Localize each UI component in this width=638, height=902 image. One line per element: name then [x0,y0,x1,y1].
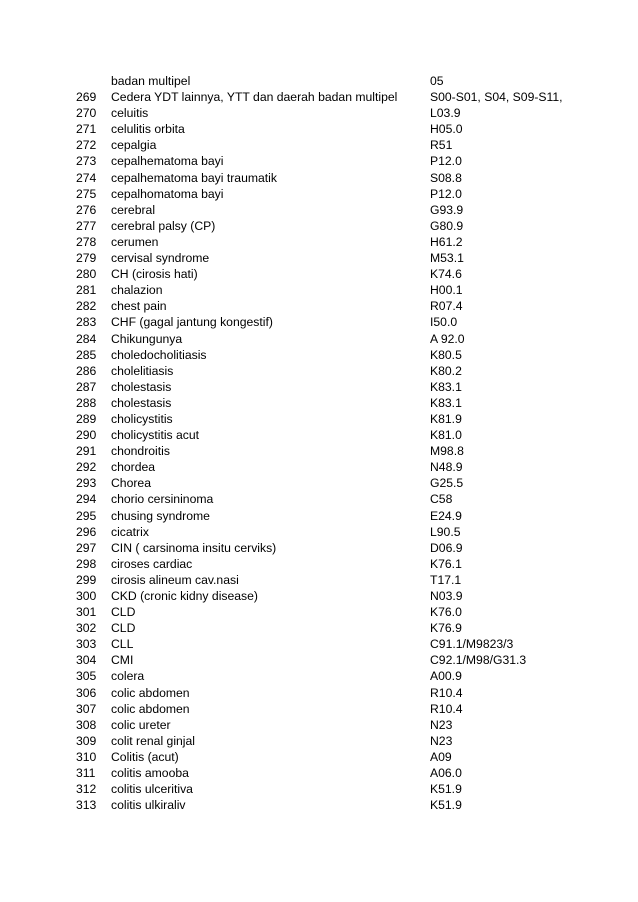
diagnosis-term: CLD [111,621,136,636]
table-row [0,443,638,459]
table-row [0,153,638,169]
diagnosis-term: Chikungunya [111,331,183,346]
icd-code: T17.1 [430,572,462,587]
table-row [0,331,638,347]
row-number: 272 [76,138,97,153]
diagnosis-term: CMI [111,653,134,668]
icd-code: K83.1 [430,395,462,410]
icd-code: S00-S01, S04, S09-S11, [430,90,563,105]
table-row [0,540,638,556]
diagnosis-term: chordea [111,460,156,475]
diagnosis-term: celuitis [111,106,149,121]
icd-code-list [0,73,638,813]
table-row [0,556,638,572]
diagnosis-term: cerumen [111,234,159,249]
row-number: 269 [76,90,97,105]
table-row [0,572,638,588]
icd-code: D06.9 [430,540,463,555]
diagnosis-term: cholestasis [111,379,172,394]
table-row [0,781,638,797]
row-number: 276 [76,202,97,217]
diagnosis-term: colic abdomen [111,701,190,716]
diagnosis-term: cirosis alineum cav.nasi [111,572,239,587]
icd-code: N23 [430,717,453,732]
row-number: 285 [76,347,97,362]
icd-code: P12.0 [430,154,462,169]
row-number: 286 [76,363,97,378]
icd-code: A00.9 [430,669,462,684]
icd-code: A09 [430,749,452,764]
diagnosis-term: chusing syndrome [111,508,210,523]
icd-code: K51.9 [430,798,462,813]
icd-code: N48.9 [430,460,463,475]
row-number: 274 [76,170,97,185]
icd-code: G93.9 [430,202,464,217]
row-number: 273 [76,154,97,169]
row-number: 301 [76,605,97,620]
row-number: 302 [76,621,97,636]
diagnosis-term: CLD [111,605,136,620]
icd-code: K80.5 [430,347,462,362]
diagnosis-term: cerebral palsy (CP) [111,218,216,233]
diagnosis-term: cerebral [111,202,156,217]
row-number: 283 [76,315,97,330]
diagnosis-term: cervisal syndrome [111,251,210,266]
diagnosis-term: cicatrix [111,524,149,539]
table-row [0,218,638,234]
diagnosis-term: colera [111,669,145,684]
table-row [0,636,638,652]
row-number: 307 [76,701,97,716]
table-row [0,298,638,314]
row-number: 293 [76,476,97,491]
icd-code: K76.0 [430,605,462,620]
table-row [0,797,638,813]
diagnosis-term: colic ureter [111,717,171,732]
table-row [0,186,638,202]
icd-code: R10.4 [430,701,463,716]
diagnosis-term: colitis amooba [111,766,189,781]
icd-code: N23 [430,733,453,748]
row-number: 289 [76,411,97,426]
table-row [0,137,638,153]
row-number: 298 [76,556,97,571]
diagnosis-term: Colitis (acut) [111,749,179,764]
diagnosis-term: choledocholitiasis [111,347,207,362]
row-number: 281 [76,283,97,298]
diagnosis-term: colitis ulkiraliv [111,798,186,813]
row-number: 309 [76,733,97,748]
table-row [0,459,638,475]
diagnosis-term: cholicystitis acut [111,428,200,443]
diagnosis-term: chorio cersininoma [111,492,214,507]
diagnosis-term: celulitis orbita [111,122,185,137]
row-number: 270 [76,106,97,121]
table-row [0,266,638,282]
icd-code: K80.2 [430,363,462,378]
table-row [0,604,638,620]
icd-code: I50.0 [430,315,458,330]
row-number: 311 [76,766,96,781]
diagnosis-term: cepalhematoma bayi [111,154,224,169]
icd-code: C91.1/M9823/3 [430,637,514,652]
row-number: 305 [76,669,97,684]
icd-code: K83.1 [430,379,462,394]
diagnosis-term: chalazion [111,283,163,298]
row-number: 313 [76,798,97,813]
row-number: 291 [76,444,97,459]
table-row [0,121,638,137]
row-number: 306 [76,685,97,700]
table-row [0,685,638,701]
table-row [0,652,638,668]
icd-code: M98.8 [430,444,464,459]
row-number: 277 [76,218,97,233]
table-row [0,749,638,765]
icd-code: H61.2 [430,234,463,249]
table-row [0,250,638,266]
diagnosis-term: ciroses cardiac [111,556,193,571]
icd-code: S08.8 [430,170,462,185]
row-number: 290 [76,428,97,443]
diagnosis-term: CHF (gagal jantung kongestif) [111,315,273,330]
table-row [0,347,638,363]
row-number: 287 [76,379,97,394]
table-row [0,765,638,781]
diagnosis-term: cholicystitis [111,411,173,426]
row-number: 271 [76,122,97,137]
row-number: 295 [76,508,97,523]
icd-code: C92.1/M98/G31.3 [430,653,527,668]
diagnosis-term: cholelitiasis [111,363,174,378]
icd-code: K81.9 [430,411,462,426]
icd-code: K81.0 [430,428,462,443]
row-number: 288 [76,395,97,410]
table-row [0,202,638,218]
diagnosis-term: cepalgia [111,138,157,153]
table-row [0,73,638,89]
row-number: 303 [76,637,97,652]
table-row [0,620,638,636]
icd-code: A 92.0 [430,331,465,346]
table-row [0,717,638,733]
icd-code: K74.6 [430,267,462,282]
table-row [0,379,638,395]
row-number: 312 [76,782,97,797]
row-number: 282 [76,299,97,314]
diagnosis-term: CIN ( carsinoma insitu cerviks) [111,540,277,555]
table-row [0,411,638,427]
icd-code: K76.9 [430,621,462,636]
diagnosis-term: colitis ulceritiva [111,782,193,797]
icd-code: E24.9 [430,508,462,523]
diagnosis-term: cepalhematoma bayi traumatik [111,170,277,185]
table-row [0,170,638,186]
table-row [0,524,638,540]
icd-code: A06.0 [430,766,462,781]
diagnosis-term: colit renal ginjal [111,733,196,748]
table-row [0,89,638,105]
icd-code: 05 [430,74,444,88]
table-row [0,668,638,684]
icd-code: R10.4 [430,685,463,700]
row-number: 278 [76,234,97,249]
icd-code: L03.9 [430,106,461,121]
diagnosis-term: Chorea [111,476,151,491]
row-number: 280 [76,267,97,282]
icd-code: R07.4 [430,299,463,314]
table-row [0,363,638,379]
table-row [0,395,638,411]
icd-code: N03.9 [430,589,463,603]
row-number: 279 [76,251,97,266]
table-row [0,475,638,491]
row-number: 292 [76,460,97,475]
table-row [0,105,638,121]
row-number: 275 [76,186,97,201]
table-row [0,508,638,524]
icd-code: M53.1 [430,251,464,266]
table-row [0,491,638,507]
table-row [0,588,638,604]
icd-code: H00.1 [430,283,463,298]
row-number: 300 [76,589,97,603]
table-row [0,733,638,749]
diagnosis-term: CLL [111,637,134,652]
row-number: 308 [76,717,97,732]
row-number: 294 [76,492,97,507]
icd-code: G80.9 [430,218,464,233]
diagnosis-term: cholestasis [111,395,172,410]
diagnosis-term: chondroitis [111,444,170,459]
diagnosis-term: cepalhomatoma bayi [111,186,224,201]
table-row [0,234,638,250]
icd-code: L90.5 [430,524,461,539]
diagnosis-term: CH (cirosis hati) [111,267,198,282]
row-number: 310 [76,749,97,764]
row-number: 299 [76,572,97,587]
table-row [0,314,638,330]
icd-code: P12.0 [430,186,462,201]
diagnosis-term: badan multipel [111,74,191,88]
diagnosis-term: colic abdomen [111,685,190,700]
table-row [0,427,638,443]
icd-code: G25.5 [430,476,464,491]
diagnosis-term: Cedera YDT lainnya, YTT dan daerah badan multipel [111,90,398,105]
icd-code: R51 [430,138,453,153]
icd-code: H05.0 [430,122,463,137]
icd-code: K51.9 [430,782,462,797]
icd-code: C58 [430,492,453,507]
row-number: 304 [76,653,97,668]
row-number: 296 [76,524,97,539]
diagnosis-term: chest pain [111,299,167,314]
table-row [0,282,638,298]
row-number: 297 [76,540,97,555]
diagnosis-term: CKD (cronic kidny disease) [111,589,258,603]
table-row [0,701,638,717]
icd-code: K76.1 [430,556,462,571]
row-number: 284 [76,331,97,346]
